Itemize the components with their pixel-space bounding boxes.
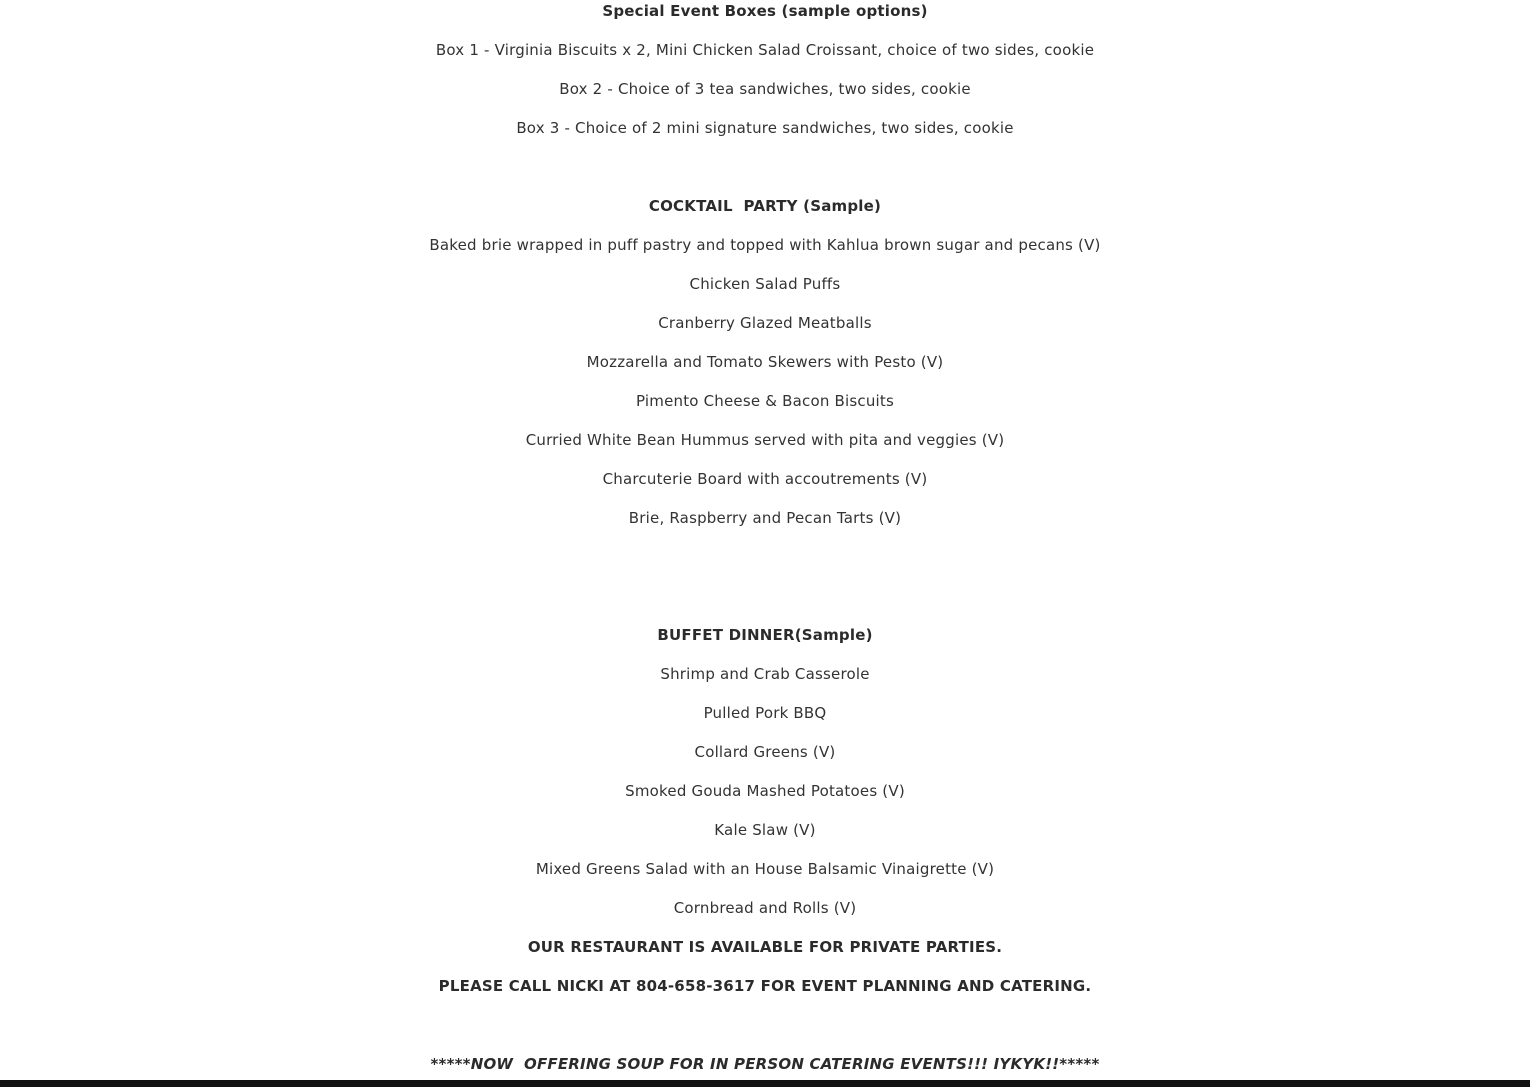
cocktail-item: Mozzarella and Tomato Skewers with Pesto (V) (586, 353, 944, 371)
event-box-item: Box 2 - Choice of 3 tea sandwiches, two sides, cookie (559, 80, 971, 98)
event-box-item: Box 1 - Virginia Biscuits x 2, Mini Chicken Salad Croissant, choice of two sides, cookie (435, 41, 1095, 59)
cocktail-item: Chicken Salad Puffs (689, 275, 841, 293)
cocktail-item: Curried White Bean Hummus served with pita and veggies (V) (525, 431, 1005, 449)
event-box-item: Box 3 - Choice of 2 mini signature sandwiches, two sides, cookie (516, 119, 1014, 137)
cocktail-item: Brie, Raspberry and Pecan Tarts (V) (628, 509, 902, 527)
soup-notice: *****NOW OFFERING SOUP FOR IN PERSON CATERING EVENTS!!! IYKYK!!***** (430, 1055, 1100, 1073)
cocktail-item: Charcuterie Board with accoutrements (V) (602, 470, 928, 488)
cocktail-item: Baked brie wrapped in puff pastry and topped with Kahlua brown sugar and pecans (V) (429, 236, 1101, 254)
buffet-item: Smoked Gouda Mashed Potatoes (V) (625, 782, 905, 800)
buffet-item: Cornbread and Rolls (V) (673, 899, 857, 917)
buffet-item: Shrimp and Crab Casserole (660, 665, 870, 683)
buffet-dinner-heading: BUFFET DINNER(Sample) (657, 626, 873, 644)
buffet-item: Pulled Pork BBQ (703, 704, 827, 722)
buffet-item: Collard Greens (V) (694, 743, 836, 761)
private-parties-notice: OUR RESTAURANT IS AVAILABLE FOR PRIVATE PARTIES. (527, 938, 1003, 956)
bottom-bar (0, 1080, 1530, 1087)
buffet-item: Mixed Greens Salad with an House Balsamic Vinaigrette (V) (535, 860, 995, 878)
cocktail-party-heading: COCKTAIL PARTY (Sample) (648, 197, 882, 215)
buffet-item: Kale Slaw (V) (714, 821, 816, 839)
cocktail-item: Cranberry Glazed Meatballs (658, 314, 872, 332)
call-nicki-notice: PLEASE CALL NICKI AT 804-658-3617 FOR EVENT PLANNING AND CATERING. (438, 977, 1092, 995)
cocktail-item: Pimento Cheese & Bacon Biscuits (635, 392, 895, 410)
event-boxes-heading: Special Event Boxes (sample options) (602, 2, 928, 20)
